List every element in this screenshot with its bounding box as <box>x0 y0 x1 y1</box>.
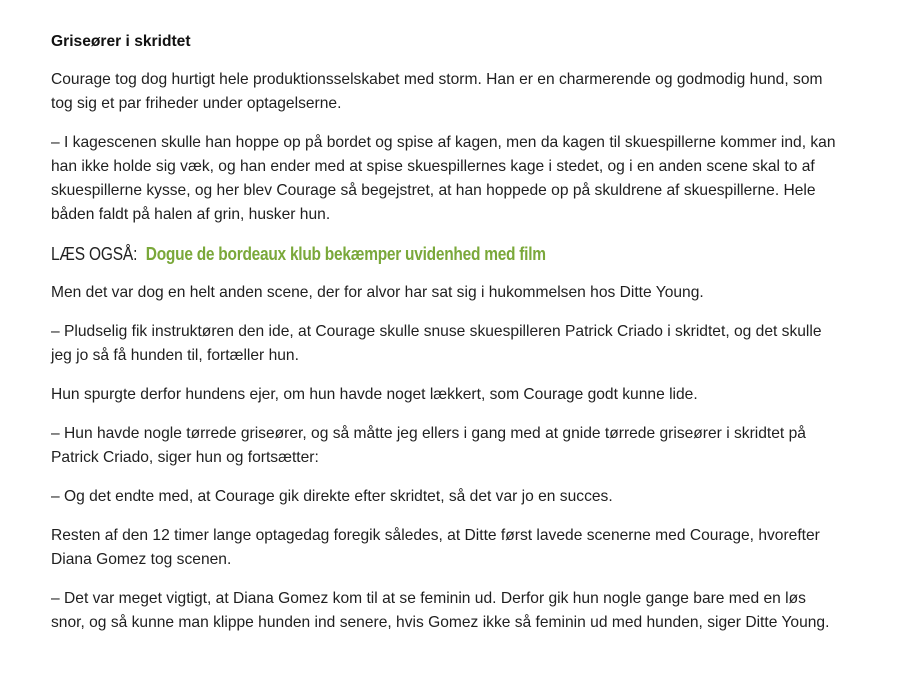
read-also-label: LÆS OGSÅ: <box>51 244 138 264</box>
article-paragraph: Courage tog dog hurtigt hele produktionsselskabet med storm. Han er en charmerende og godmodig hund, som tog sig et par friheder under optagelserne. <box>51 71 823 112</box>
article-body <box>51 30 841 650</box>
article-paragraph: Hun spurgte derfor hundens ejer, om hun havde noget lækkert, som Courage godt kunne lide. <box>51 386 698 403</box>
article-paragraph: – Og det endte med, at Courage gik direkte efter skridtet, så det var jo en succes. <box>51 488 613 505</box>
article-paragraph: – Det var meget vigtigt, at Diana Gomez kom til at se feminin ud. Derfor gik hun nogle gange bare med en løs snor, og så kunne man klippe hunden ind senere, hvis Gomez ikke så feminin ud med hunden, siger Ditte Young. <box>51 590 830 631</box>
read-also-box <box>51 242 730 266</box>
article-paragraph: – Hun havde nogle tørrede griseører, og så måtte jeg ellers i gang med at gnide tørrede griseører i skridtet på Patrick Criado, siger hun og fortsætter: <box>51 425 806 466</box>
read-also-link[interactable]: Dogue de bordeaux klub bekæmper uvidenhed med film <box>145 244 546 264</box>
section-heading: Griseører i skridtet <box>51 33 191 50</box>
article-paragraph: – I kagescenen skulle han hoppe op på bordet og spise af kagen, men da kagen til skuespillerne kommer ind, kan han ikke holde sig væk, og han ender med at spise skuespillernes kage i stedet, og i en anden scene skal to af skuespillerne kysse, og her blev Courage så begejstret, at han hoppede op på skuldrene af skuespillerne. Hele båden faldt på halen af grin, husker hun. <box>51 134 836 223</box>
article-paragraph: Men det var dog en helt anden scene, der for alvor har sat sig i hukommelsen hos Ditte Young. <box>51 284 704 301</box>
article-paragraph: Resten af den 12 timer lange optagedag foregik således, at Ditte først lavede scenerne med Courage, hvorefter Diana Gomez tog scenen. <box>51 527 820 568</box>
article-paragraph: – Pludselig fik instruktøren den ide, at Courage skulle snuse skuespilleren Patrick Criado i skridtet, og det skulle jeg jo så få hunden til, fortæller hun. <box>51 323 822 364</box>
